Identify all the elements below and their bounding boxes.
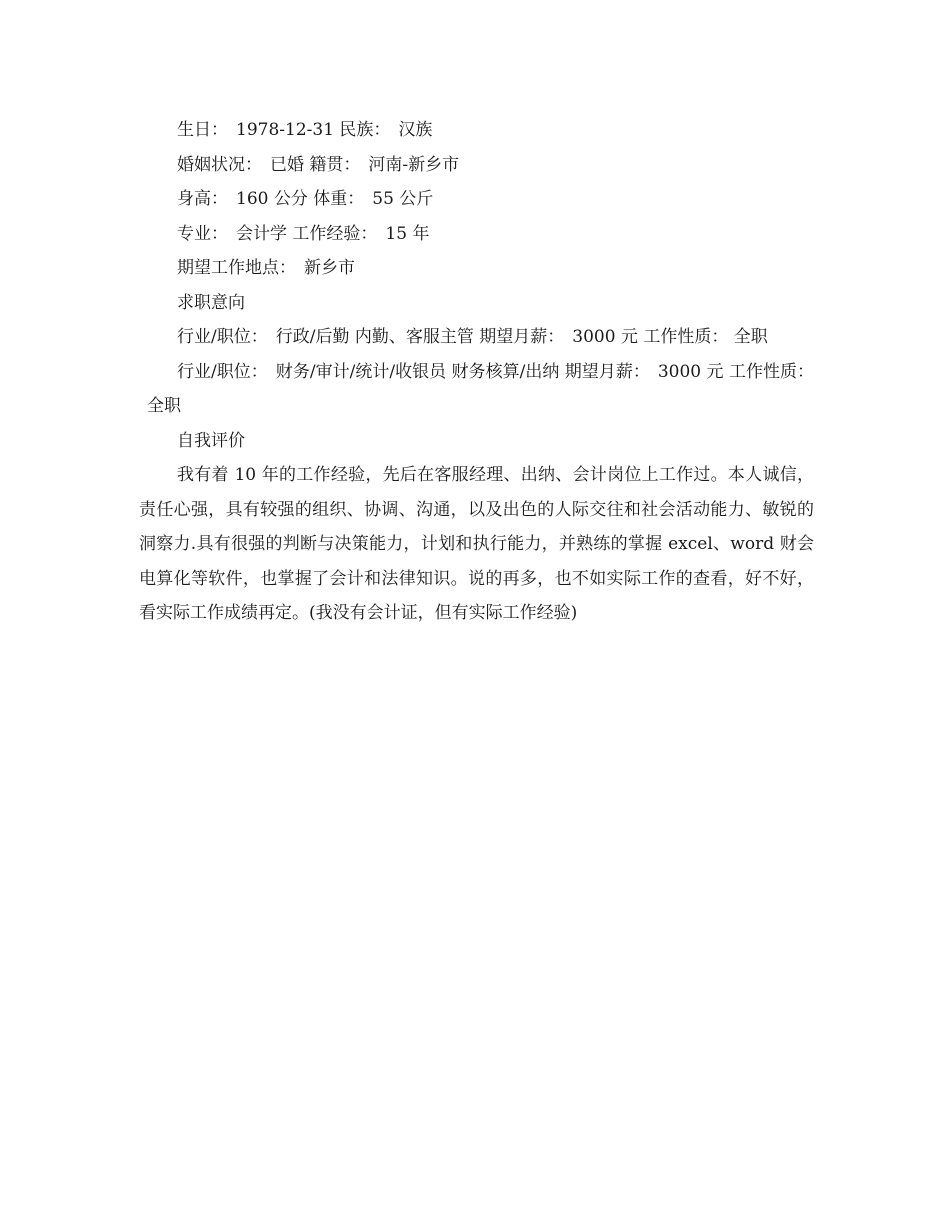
birthday-value: 1978-12-31: [236, 120, 335, 140]
height-label: 身高：: [177, 189, 228, 209]
nature-value: 全职: [147, 396, 181, 416]
nature-label: 工作性质：: [643, 327, 729, 347]
location-line: [139, 251, 814, 286]
experience-value: 15 年: [385, 223, 430, 244]
major-experience-line: [139, 217, 814, 252]
marital-native-line: [139, 148, 814, 183]
ethnicity-label: 民族：: [339, 120, 391, 140]
evaluation-text: 我有着 10 年的工作经验，先后在客服经理、出纳、会计岗位上工作过。本人诚信，责任心强，具有较强的组织、协调、沟通，以及出色的人际交往和社会活动能力、敏锐的洞察力.具有很强的判断与决策能力，计划和执行能力，并熟练的掌握 excel、word 财会电算化等软件，也掌握了会计和法律知识。说的再多，也不如实际工作的查看，好不好，看实际工作成绩再定。(我没有会计证，但有实际工作经验): [139, 465, 814, 623]
intention-item-1: [139, 320, 814, 355]
major-label: 专业：: [177, 223, 228, 244]
salary-label: 期望月薪：: [479, 327, 565, 347]
birthday-label: 生日：: [177, 120, 228, 140]
marital-label: 婚姻状况：: [177, 154, 262, 175]
industry-label: 行业/职位：: [177, 327, 268, 347]
salary-value: 3000 元: [657, 361, 724, 382]
intention-heading: 求职意向: [177, 292, 245, 313]
resume-content: [139, 113, 814, 631]
ethnicity-value: 汉族: [398, 120, 433, 140]
evaluation-heading: 自我评价: [177, 430, 245, 451]
native-label: 籍贯：: [309, 154, 361, 175]
industry-label: 行业/职位：: [177, 361, 268, 382]
location-label: 期望工作地点：: [177, 258, 296, 278]
salary-value: 3000 元: [572, 327, 638, 347]
weight-value: 55 公斤: [372, 189, 434, 209]
marital-value: 已婚: [270, 154, 304, 175]
native-value: 河南-新乡市: [368, 154, 460, 175]
salary-label: 期望月薪：: [564, 361, 650, 382]
nature-value: 全职: [733, 327, 768, 347]
birthday-ethnicity-line: [139, 113, 814, 148]
weight-label: 体重：: [313, 189, 365, 209]
height-value: 160 公分: [236, 189, 308, 209]
nature-label: 工作性质：: [728, 361, 815, 382]
experience-label: 工作经验：: [292, 223, 378, 244]
major-value: 会计学: [236, 223, 287, 244]
industry-value: 行政/后勤 内勤、客服主管: [275, 327, 474, 347]
intention-item-2: [139, 355, 814, 424]
location-value: 新乡市: [304, 258, 355, 278]
industry-value: 财务/审计/统计/收银员 财务核算/出纳: [275, 361, 560, 382]
height-weight-line: [139, 182, 814, 217]
